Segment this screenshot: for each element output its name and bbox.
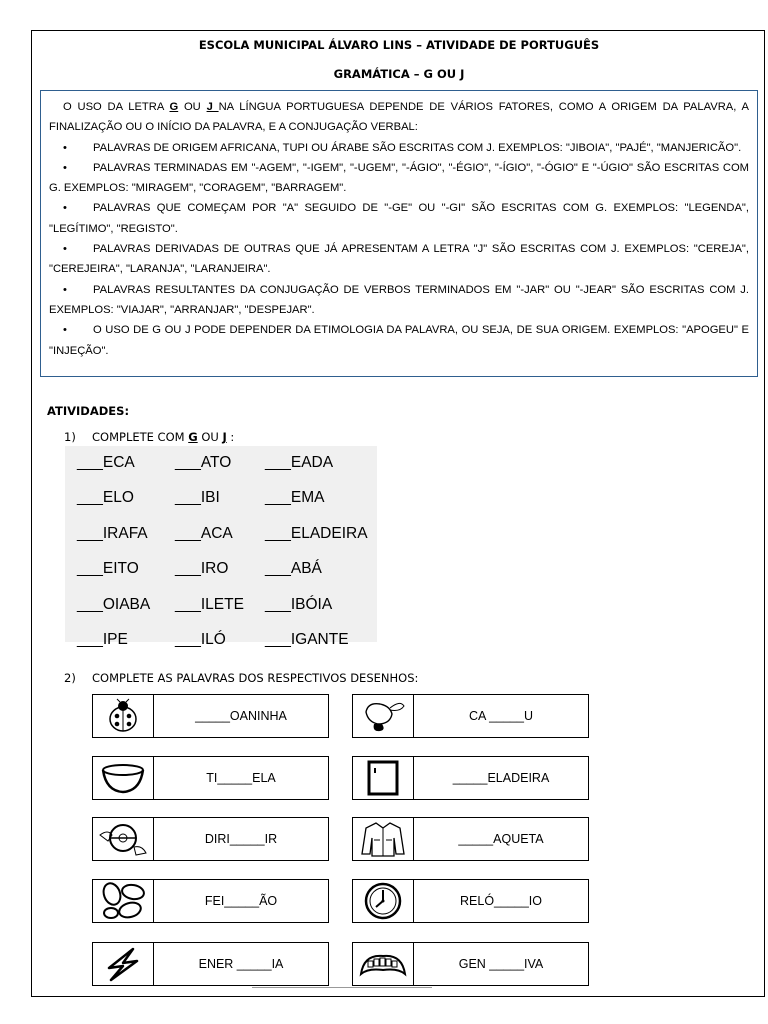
picture-card <box>92 879 329 923</box>
bullet-icon: • <box>63 202 67 215</box>
word-blank[interactable]: ___IBÓIA <box>265 596 333 613</box>
beans-icon <box>93 880 154 922</box>
rule-item <box>49 280 749 321</box>
question-text: OU <box>197 430 223 444</box>
word-blank[interactable]: ___ILETE <box>175 596 244 613</box>
activities-title: ATIVIDADES: <box>47 404 130 418</box>
footer-line <box>252 987 432 988</box>
steering-wheel-icon <box>93 818 154 860</box>
bullet-icon: • <box>63 324 67 337</box>
picture-word[interactable]: GEN _____IVA <box>458 957 544 971</box>
word-blank[interactable]: ___ELADEIRA <box>265 525 368 542</box>
question-text: COMPLETE COM <box>92 430 189 444</box>
ladybug-icon <box>93 695 154 737</box>
word-blank[interactable]: ___IGANTE <box>265 631 349 648</box>
word-blank[interactable]: ___ATO <box>175 454 232 471</box>
bullet-icon: • <box>63 161 67 174</box>
rule-item <box>49 138 749 158</box>
rule-item <box>49 320 749 361</box>
rule-text: PALAVRAS RESULTANTES DA CONJUGAÇÃO DE VERBOS TERMINADOS EM "-JAR" OU "-JEAR" SÃO ESCRITAS COM J. EXEMPLOS: "VIAJAR", "ARRANJAR", "DESPEJAR". <box>49 283 749 316</box>
rule-text: PALAVRAS DE ORIGEM AFRICANA, TUPI OU ÁRABE SÃO ESCRITAS COM J. EXEMPLOS: "JIBOIA", "PAJÉ", "MANJERICÃO". <box>93 141 742 154</box>
rule-text: PALAVRAS DERIVADAS DE OUTRAS QUE JÁ APRESENTAM A LETRA "J" SÃO ESCRITAS COM J. EXEMPLOS: "CEREJA", "CEREJEIRA", "LARANJA", "LARANJEIRA". <box>49 243 749 276</box>
question-2 <box>64 671 418 685</box>
rule-item <box>49 198 749 239</box>
jacket-icon <box>353 818 414 860</box>
picture-word[interactable]: RELÓ_____IO <box>460 894 542 908</box>
picture-word[interactable]: _____AQUETA <box>458 832 544 846</box>
picture-card <box>92 756 329 800</box>
bullet-icon: • <box>63 141 67 154</box>
intro-text: O USO DA LETRA <box>63 101 170 113</box>
question-text: : <box>226 430 235 444</box>
rules-intro <box>49 97 749 138</box>
picture-card <box>92 694 329 738</box>
picture-card <box>352 694 589 738</box>
rule-text: PALAVRAS TERMINADAS EM "-AGEM", "-IGEM", "-UGEM", "-ÁGIO", "-ÉGIO", "-ÍGIO", "-ÓGIO" E "-ÚGIO" SÃO ESCRITAS COM G. EXEMPLOS: "MIRAGEM", "CORAGEM", "BARRAGEM". <box>49 161 749 195</box>
picture-card <box>352 817 589 861</box>
picture-card <box>352 879 589 923</box>
word-blank[interactable]: ___ACA <box>175 525 233 542</box>
picture-card <box>92 817 329 861</box>
subject-title: GRAMÁTICA – G OU J <box>333 67 465 81</box>
cashew-icon <box>353 695 414 737</box>
lightning-icon <box>93 943 154 985</box>
gums-icon <box>353 943 414 985</box>
word-blank[interactable]: ___IPE <box>77 631 128 648</box>
letter-g: G <box>188 430 198 444</box>
word-blank[interactable]: ___IRO <box>175 560 229 577</box>
picture-card <box>352 756 589 800</box>
word-blank[interactable]: ___ELO <box>77 489 134 506</box>
picture-word[interactable]: TI_____ELA <box>206 771 276 785</box>
bowl-icon <box>93 757 154 799</box>
rules-box <box>40 90 758 377</box>
letter-g: G <box>169 101 179 113</box>
picture-word[interactable]: _____ELADEIRA <box>452 771 550 785</box>
letter-j: J <box>206 101 219 113</box>
intro-text: OU <box>178 101 207 113</box>
school-title: ESCOLA MUNICIPAL ÁLVARO LINS – ATIVIDADE DE PORTUGUÊS <box>198 38 600 52</box>
word-blank[interactable]: ___OIABA <box>77 596 151 613</box>
intro-text: NA LÍNGUA PORTUGUESA DEPENDE DE VÁRIOS FATORES, COMO A ORIGEM DA PALAVRA, A FINALIZAÇÃO OU O INÍCIO DA PALAVRA, E A CONJUGAÇÃO VERBAL: <box>49 101 749 134</box>
word-blank[interactable]: ___IBI <box>175 489 220 506</box>
word-blank[interactable]: ___IRAFA <box>77 525 148 542</box>
letter-j: J <box>222 430 227 444</box>
picture-word[interactable]: DIRI_____IR <box>204 832 278 846</box>
word-blank[interactable]: ___EITO <box>77 560 139 577</box>
worksheet-frame <box>31 30 765 997</box>
question-1 <box>64 430 234 444</box>
word-blank[interactable]: ___EMA <box>265 489 325 506</box>
picture-word[interactable]: ENER _____IA <box>198 957 284 971</box>
bullet-icon: • <box>63 243 67 256</box>
rule-item <box>49 158 749 199</box>
word-blank[interactable]: ___EADA <box>265 454 334 471</box>
picture-word[interactable]: _____OANINHA <box>195 709 287 723</box>
picture-card <box>352 942 589 986</box>
picture-word[interactable]: CA _____U <box>469 709 533 723</box>
word-blank[interactable]: ___ECA <box>77 454 135 471</box>
picture-card <box>92 942 329 986</box>
word-grid <box>65 446 377 648</box>
question-number: 2) <box>64 671 76 685</box>
rule-text: O USO DE G OU J PODE DEPENDER DA ETIMOLOGIA DA PALAVRA, OU SEJA, DE SUA ORIGEM. EXEMPLOS: "APOGEU" E "INJEÇÃO". <box>49 324 749 357</box>
bullet-icon: • <box>63 283 67 296</box>
picture-word[interactable]: FEI_____ÃO <box>204 894 278 908</box>
word-blank[interactable]: ___ILÓ <box>175 631 226 648</box>
fridge-icon <box>353 757 414 799</box>
clock-icon <box>353 880 414 922</box>
rule-text: PALAVRAS QUE COMEÇAM POR "A" SEGUIDO DE "-GE" OU "-GI" SÃO ESCRITAS COM G. EXEMPLOS: "LEGENDA", "LEGÍTIMO", "REGISTO". <box>49 202 749 235</box>
rule-item <box>49 239 749 280</box>
question-number: 1) <box>64 430 76 444</box>
word-blank[interactable]: ___ABÁ <box>265 560 322 577</box>
question-text: COMPLETE AS PALAVRAS DOS RESPECTIVOS DESENHOS: <box>92 671 419 685</box>
